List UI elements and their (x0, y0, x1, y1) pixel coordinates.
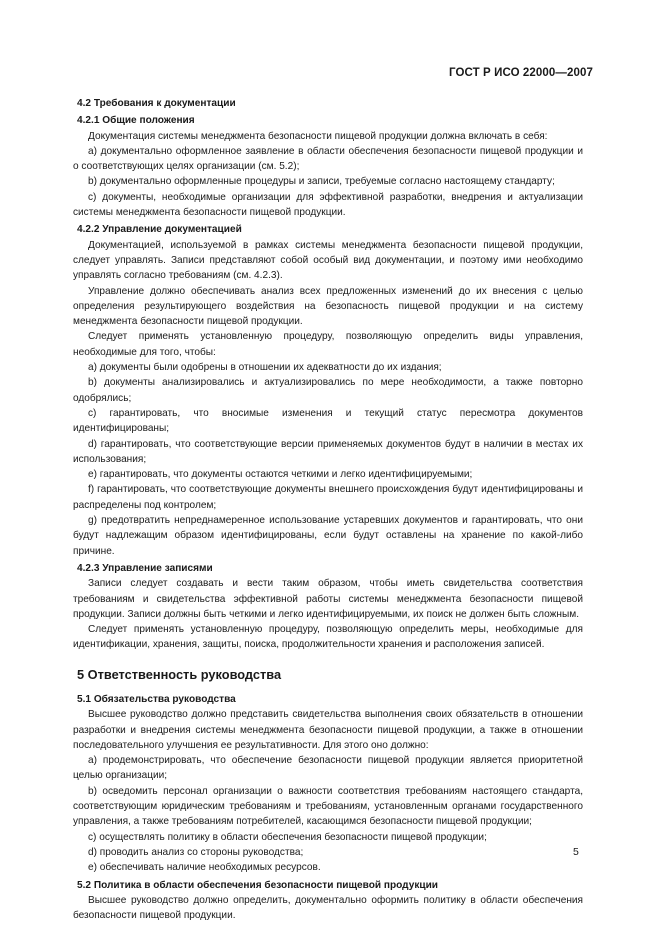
list-item: g) предотвратить непреднамеренное использование устаревших документов и гарантировать, что они будут надлежащим образом идентифицированы, если будут оставлены на хранение по какой-либо причине. (73, 515, 583, 557)
list-item: b) осведомить персонал организации о важности соответствия требованиям настоящего стандарта, соответствующим юридическим требованиям и требованиям, установленным органами государственного управления, а также требованиям потребителей, касающимся безопасности пищевой продукции; (73, 785, 583, 828)
subsection-heading-4-2-2: 4.2.2 Управление документацией (77, 224, 242, 236)
subsection-heading-4-2-1: 4.2.1 Общие положения (77, 115, 195, 127)
paragraph: Следует применять установленную процедуру, позволяющую определить меры, необходимые для идентификации, хранения, защиты, поиска, продолжительности хранения и расположения записей. (73, 624, 583, 651)
list-item: a) продемонстрировать, что обеспечение безопасности пищевой продукции является приоритетной целью организации; (73, 755, 583, 782)
list-item: a) документы были одобрены в отношении их адекватности до их издания; (88, 362, 442, 374)
list-item: b) документально оформленные процедуры и записи, требуемые согласно настоящему стандарту; (88, 176, 555, 188)
list-item: d) проводить анализ со стороны руководства; (88, 846, 304, 858)
paragraph: Следует применять установленную процедуру, позволяющую определить виды управления, необходимые для того, чтобы: (73, 331, 583, 358)
list-item: f) гарантировать, что соответствующие документы внешнего происхождения будут идентифицированы и распределены под контролем; (73, 484, 583, 511)
paragraph: Управление должно обеспечивать анализ всех предложенных изменений до их внесения с целью определения результирующего воздействия на безопасность пищевой продукции и на систему менеджмента безопасности пищевой продукции. (73, 285, 583, 328)
list-item: b) документы анализировались и актуализировались по мере необходимости, а также повторно одобрялись; (73, 377, 583, 404)
paragraph: Высшее руководство должно представить свидетельства выполнения своих обязательств в отношении разработки и внедрения системы менеджмента безопасности пищевой продукции, а также в отношении последовательного улучшения ее результативности. Для этого оно должно: (73, 709, 583, 751)
paragraph: Документация системы менеджмента безопасности пищевой продукции должна включать в себя: (88, 130, 548, 142)
section-heading-5-2: 5.2 Политика в области обеспечения безопасности пищевой продукции (77, 879, 438, 891)
section-heading-5-1: 5.1 Обязательства руководства (77, 693, 236, 705)
list-item: c) осуществлять политику в области обеспечения безопасности пищевой продукции; (88, 831, 487, 843)
document-header: ГОСТ Р ИСО 22000—2007 (448, 67, 593, 79)
list-item: c) документы, необходимые организации для эффективной разработки, внедрения и актуализации системы менеджмента безопасности пищевой продукции. (73, 191, 583, 219)
page-number: 5 (573, 846, 579, 858)
document-body (73, 96, 583, 923)
list-item: e) обеспечивать наличие необходимых ресурсов. (88, 862, 321, 874)
list-item: e) гарантировать, что документы остаются четкими и легко идентифицируемыми; (88, 469, 473, 481)
chapter-heading-5: 5 Ответственность руководства (77, 666, 282, 682)
paragraph: Высшее руководство должно определить, документально оформить политику в области обеспечения безопасности пищевой продукции. (73, 894, 583, 922)
list-item: d) гарантировать, что соответствующие версии применяемых документов будут в наличии в местах их использования; (73, 438, 583, 465)
subsection-heading-4-2-3: 4.2.3 Управление записями (77, 562, 213, 574)
paragraph: Записи следует создавать и вести таким образом, чтобы иметь свидетельства соответствия требованиям и свидетельства эффективной работы системы менеджмента безопасности пищевой продукции. Записи должны быть четкими и легко идентифицируемыми, их поиск не должен быть сложным. (73, 578, 583, 620)
section-heading-4-2: 4.2 Требования к документации (77, 98, 236, 109)
list-item: a) документально оформленное заявление в области обеспечения безопасности пищевой продукции и о соответствующих целях организации (см. 5.2); (73, 145, 583, 173)
paragraph: Документацией, используемой в рамках системы менеджмента безопасности пищевой продукции, следует управлять. Записи представляют собой особый вид документации, и поэтому ими необходимо управлять согласно требованиям (см. 4.2.3). (73, 239, 583, 282)
list-item: c) гарантировать, что вносимые изменения и текущий статус пересмотра документов идентифицированы; (73, 407, 583, 435)
